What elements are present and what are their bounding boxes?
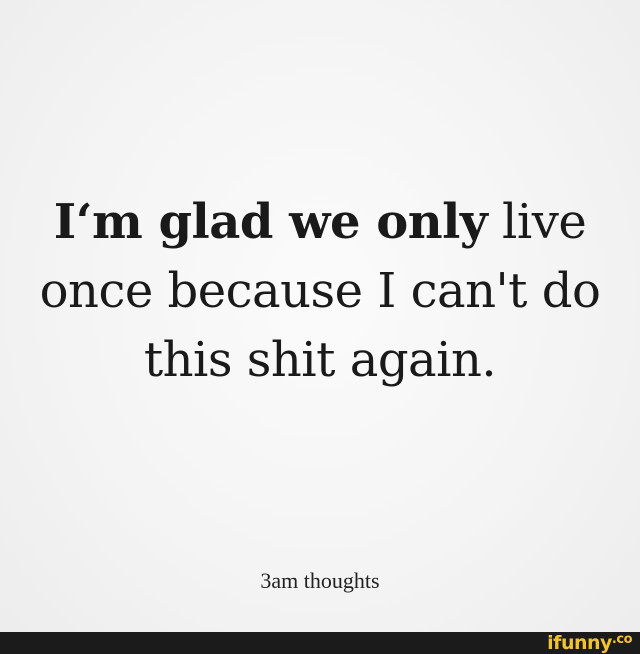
quote-line-1 xyxy=(0,188,640,257)
quote-line-2: once because I can't do xyxy=(39,263,601,319)
ifunny-logo-suffix: .co xyxy=(611,632,632,647)
watermark-bar xyxy=(0,632,640,654)
quote-text xyxy=(0,188,640,395)
quote-line-1-rest: live xyxy=(487,194,587,250)
ifunny-logo xyxy=(547,632,632,654)
quote-bold-phrase: I‘m glad we only xyxy=(53,194,488,250)
ifunny-logo-text: ifunny xyxy=(547,632,612,654)
quote-line-3: this shit again. xyxy=(143,332,497,388)
attribution-text: 3am thoughts xyxy=(260,568,380,593)
